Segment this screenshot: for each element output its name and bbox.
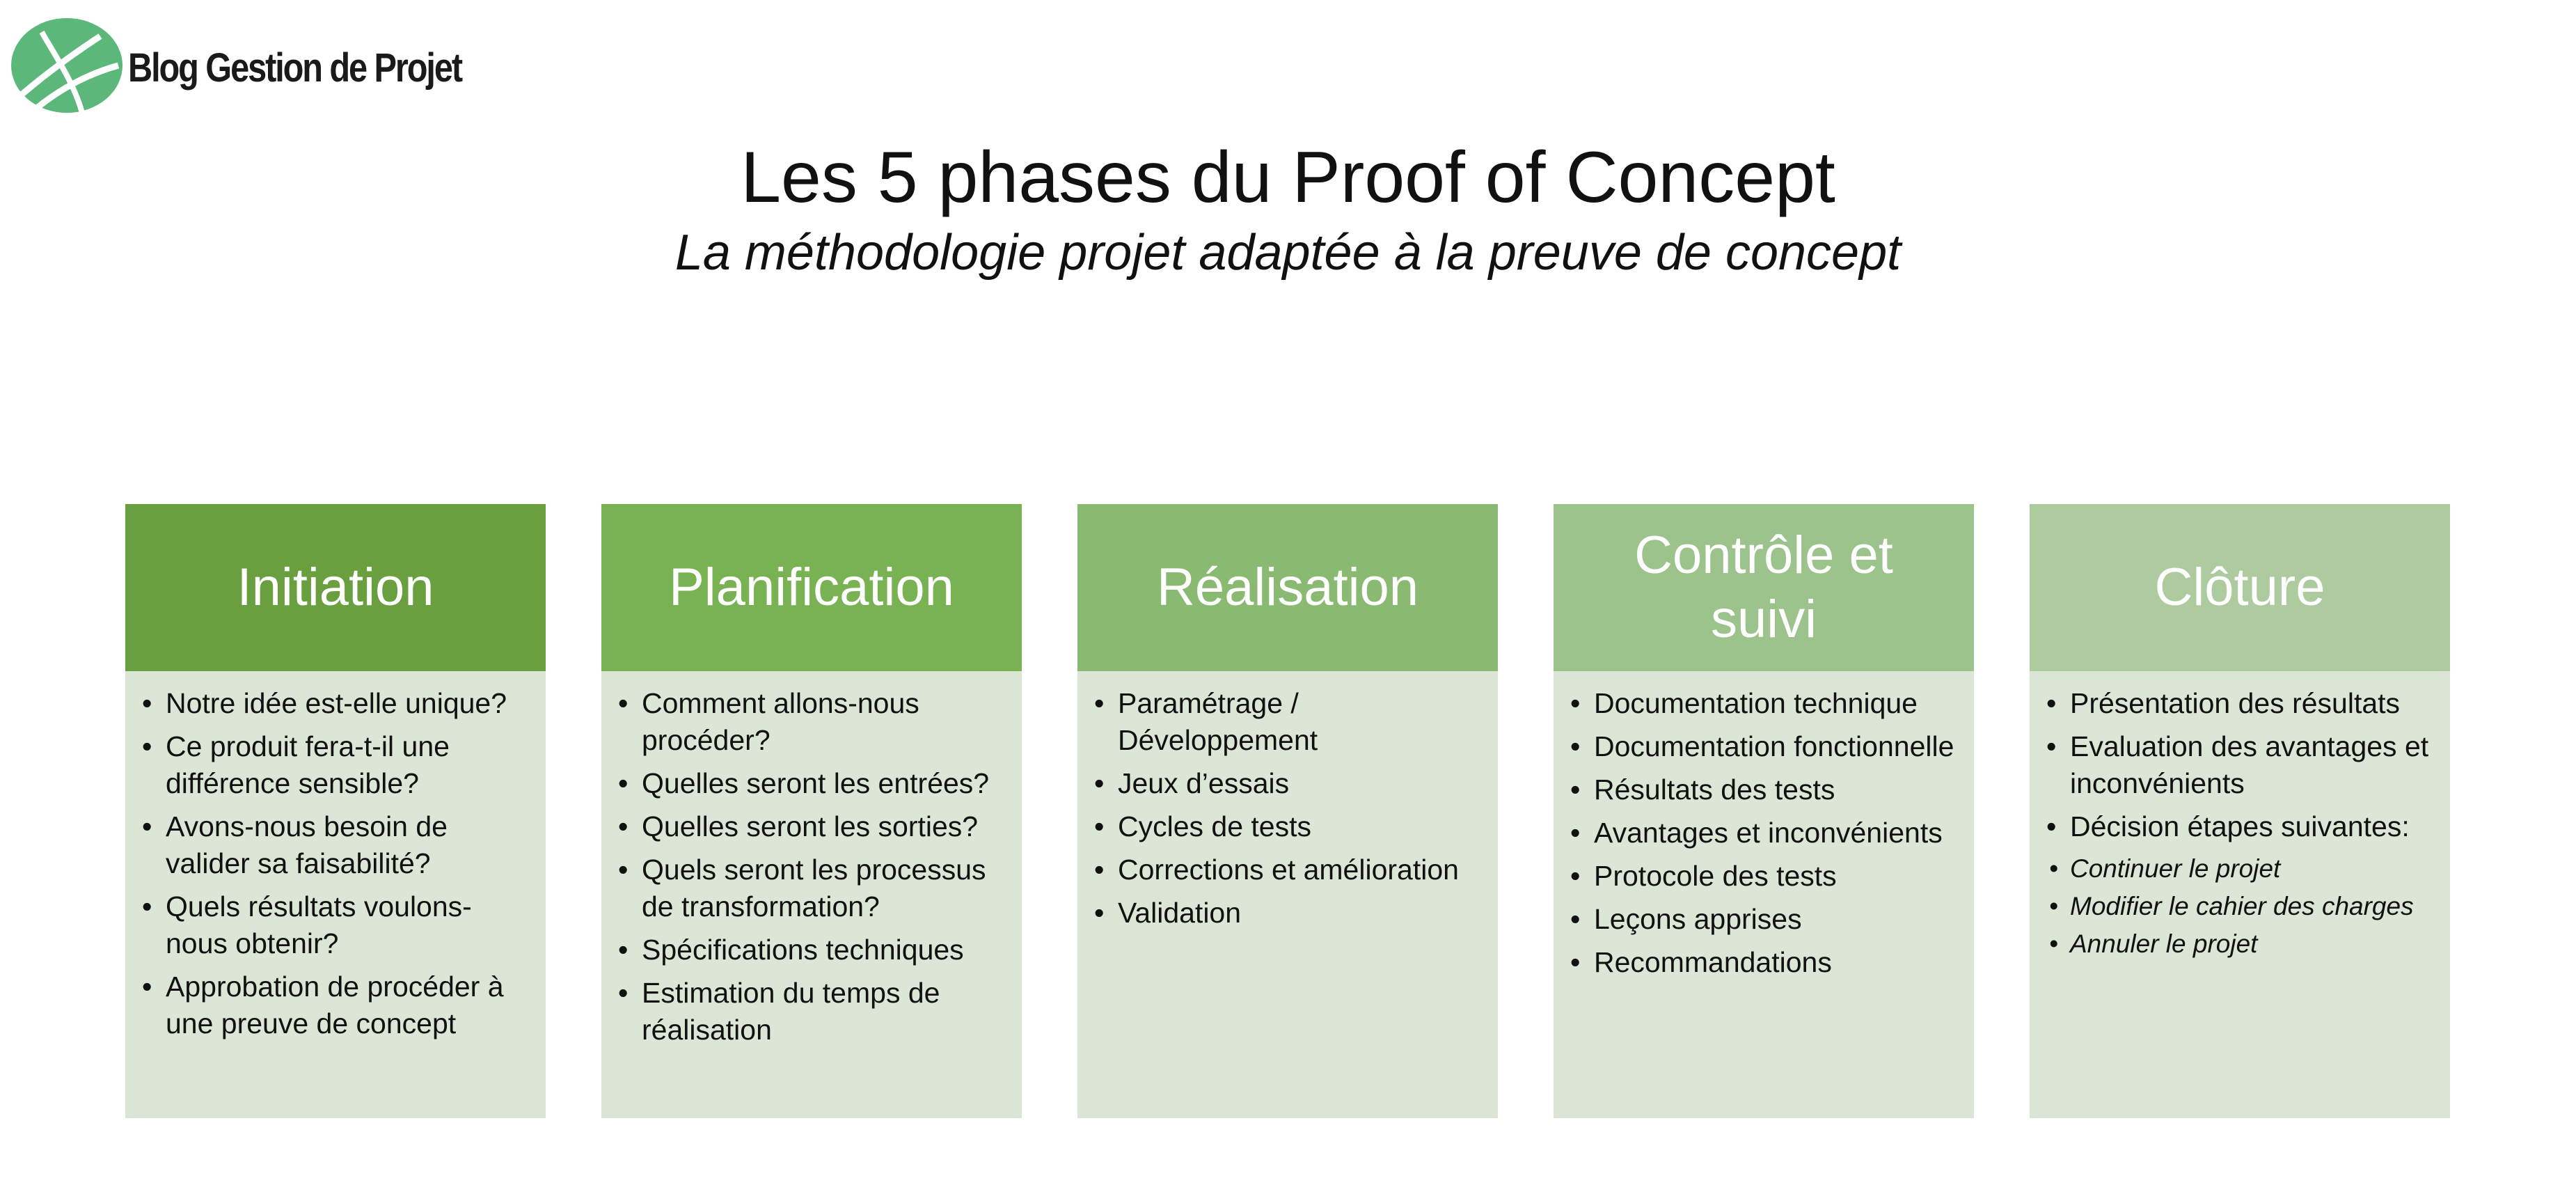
phase-item: • Spécifications techniques [618, 932, 1008, 968]
phase-cloture [2030, 504, 2450, 1118]
phase-item: • Approbation de procéder à une preuve de concept [142, 968, 532, 1042]
phase-item: • Corrections et amélioration [1094, 851, 1484, 888]
phase-initiation [125, 504, 546, 1118]
page-subtitle: La méthodologie projet adaptée à la preuve de concept [674, 225, 1902, 281]
phase-body [1077, 671, 1498, 1118]
phase-subitem: • Annuler le projet [2049, 927, 2436, 961]
phase-header: Contrôle et suivi [1554, 504, 1974, 671]
phase-subitem: • Continuer le projet [2049, 851, 2436, 886]
phase-body [2030, 671, 2450, 1118]
page-title: Les 5 phases du Proof of Concept [741, 137, 1835, 218]
phase-item: • Leçons apprises [1570, 901, 1960, 938]
phase-item: • Paramétrage / Développement [1094, 685, 1484, 759]
leaf-logo-icon [6, 15, 124, 120]
phase-item: • Documentation fonctionnelle [1570, 728, 1960, 765]
phase-item: • Recommandations [1570, 944, 1960, 981]
phase-body [125, 671, 546, 1118]
phase-controle-et-suivi [1554, 504, 1974, 1118]
phase-item: • Documentation technique [1570, 685, 1960, 722]
phase-header: Initiation [125, 504, 546, 671]
phase-item: • Jeux d’essais [1094, 765, 1484, 802]
phase-item: • Protocole des tests [1570, 858, 1960, 895]
phase-item-list [618, 685, 1008, 1049]
phase-header: Planification [601, 504, 1022, 671]
phase-header: Réalisation [1077, 504, 1498, 671]
phase-item: • Quels résultats voulons-nous obtenir? [142, 888, 532, 962]
phase-item: • Avantages et inconvénients [1570, 815, 1960, 851]
phase-subitem: • Modifier le cahier des charges [2049, 889, 2436, 923]
phase-realisation [1077, 504, 1498, 1118]
phase-header: Clôture [2030, 504, 2450, 671]
phase-item: • Ce produit fera-t-il une différence sensible? [142, 728, 532, 802]
phase-item-list [2046, 685, 2436, 961]
phase-item-list [1570, 685, 1960, 981]
phase-item: • Evaluation des avantages et inconvénients [2046, 728, 2436, 802]
phase-item: • Quels seront les processus de transformation? [618, 851, 1008, 925]
phase-planification [601, 504, 1022, 1118]
phase-item: • Quelles seront les entrées? [618, 765, 1008, 802]
phase-item: • Présentation des résultats [2046, 685, 2436, 722]
phase-body [1554, 671, 1974, 1118]
phase-item-list [142, 685, 532, 1042]
phase-item: • Quelles seront les sorties? [618, 808, 1008, 845]
phase-item: • Validation [1094, 895, 1484, 932]
phase-item: • Résultats des tests [1570, 771, 1960, 808]
phase-body [601, 671, 1022, 1118]
phase-item: • Estimation du temps de réalisation [618, 975, 1008, 1049]
phase-item: • Décision étapes suivantes: [2046, 808, 2436, 845]
phase-item: • Comment allons-nous procéder? [618, 685, 1008, 759]
phase-item: • Notre idée est-elle unique? [142, 685, 532, 722]
phase-item: • Cycles de tests [1094, 808, 1484, 845]
phase-item: • Avons-nous besoin de valider sa faisabilité? [142, 808, 532, 882]
logo [6, 15, 525, 120]
logo-text: Blog Gestion de Projet [128, 45, 461, 91]
phase-item-list [1094, 685, 1484, 932]
phases-diagram [125, 504, 2450, 1118]
